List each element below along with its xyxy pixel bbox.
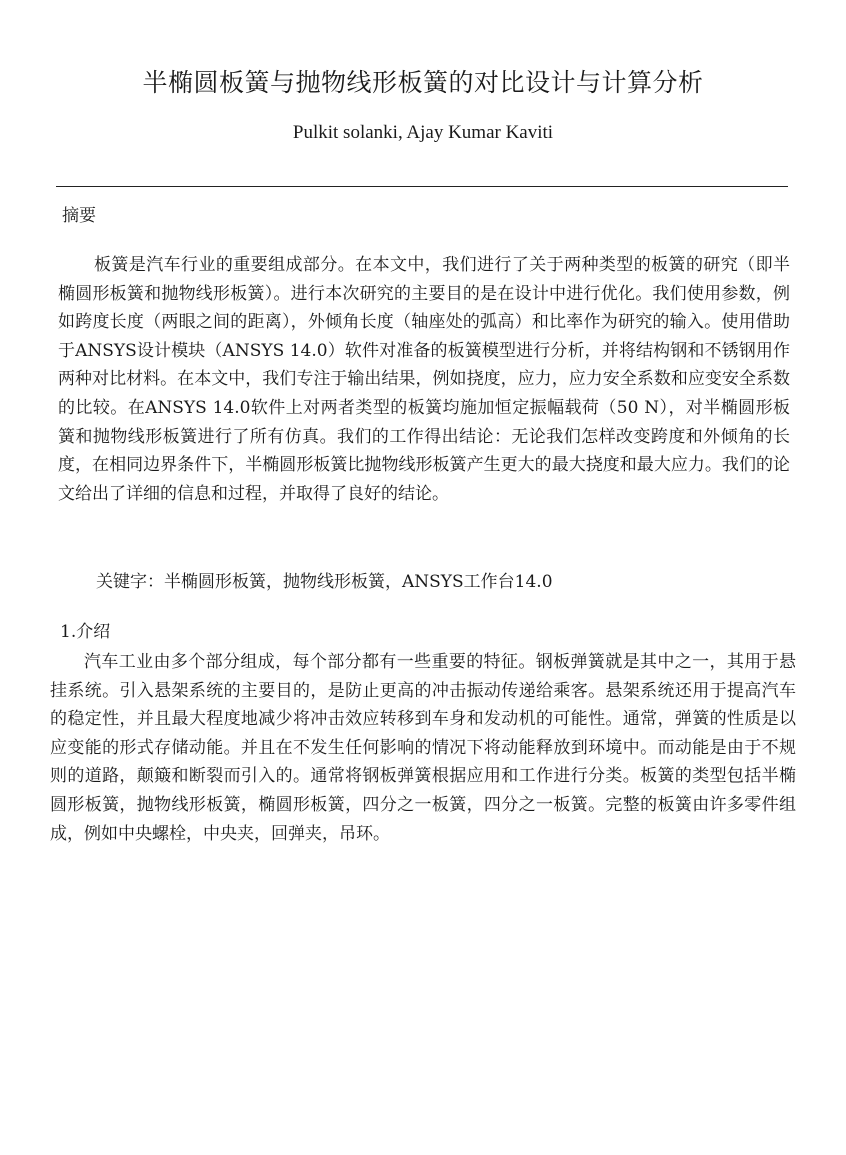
header-divider [56,186,788,187]
keywords: 关键字：半椭圆形板簧，抛物线形板簧，ANSYS工作台14.0 [96,572,553,592]
abstract-text: 板簧是汽车行业的重要组成部分。在本文中，我们进行了关于两种类型的板簧的研究（即半椭圆形板簧和抛物线形板簧）。进行本次研究的主要目的是在设计中进行优化。我们使用参数，例如跨度长度（两眼之间的距离），外倾角长度（轴座处的弧高）和比率作为研究的输入。使用借助于ANSYS设计模块（ANSYS 14.0）软件对准备的板簧模型进行分析，并将结构钢和不锈钢用作两种对比材料。在本文中，我们专注于输出结果，例如挠度，应力，应力安全系数和应变安全系数的比较。在ANSYS 14.0软件上对两者类型的板簧均施加恒定振幅载荷（50 N），对半椭圆形板簧和抛物线形板簧进行了所有仿真。我们的工作得出结论：无论我们怎样改变跨度和外倾角的长度，在相同边界条件下，半椭圆形板簧比抛物线形板簧产生更大的最大挠度和最大应力。我们的论文给出了详细的信息和过程，并取得了良好的结论。 [58,255,790,504]
abstract-heading: 摘要 [62,206,96,226]
section-heading-introduction: 1.介绍 [60,622,111,642]
paper-title: 半椭圆板簧与抛物线形板簧的对比设计与计算分析 [142,68,704,97]
section-introduction-text: 汽车工业由多个部分组成，每个部分都有一些重要的特征。钢板弹簧就是其中之一，其用于悬挂系统。引入悬架系统的主要目的，是防止更高的冲击振动传递给乘客。悬架系统还用于提高汽车的稳定性，并且最大程度地减少将冲击效应转移到车身和发动机的可能性。通常，弹簧的性质是以应变能的形式存储动能。并且在不发生任何影响的情况下将动能释放到环境中。而动能是由于不规则的道路，颠簸和断裂而引入的。通常将钢板弹簧根据应用和工作进行分类。板簧的类型包括半椭圆形板簧，抛物线形板簧，椭圆形板簧，四分之一板簧，四分之一板簧。完整的板簧由许多零件组成，例如中央螺栓，中央夹，回弹夹，吊环。 [50,652,796,844]
paper-authors: Pulkit solanki, Ajay Kumar Kaviti [292,122,554,143]
